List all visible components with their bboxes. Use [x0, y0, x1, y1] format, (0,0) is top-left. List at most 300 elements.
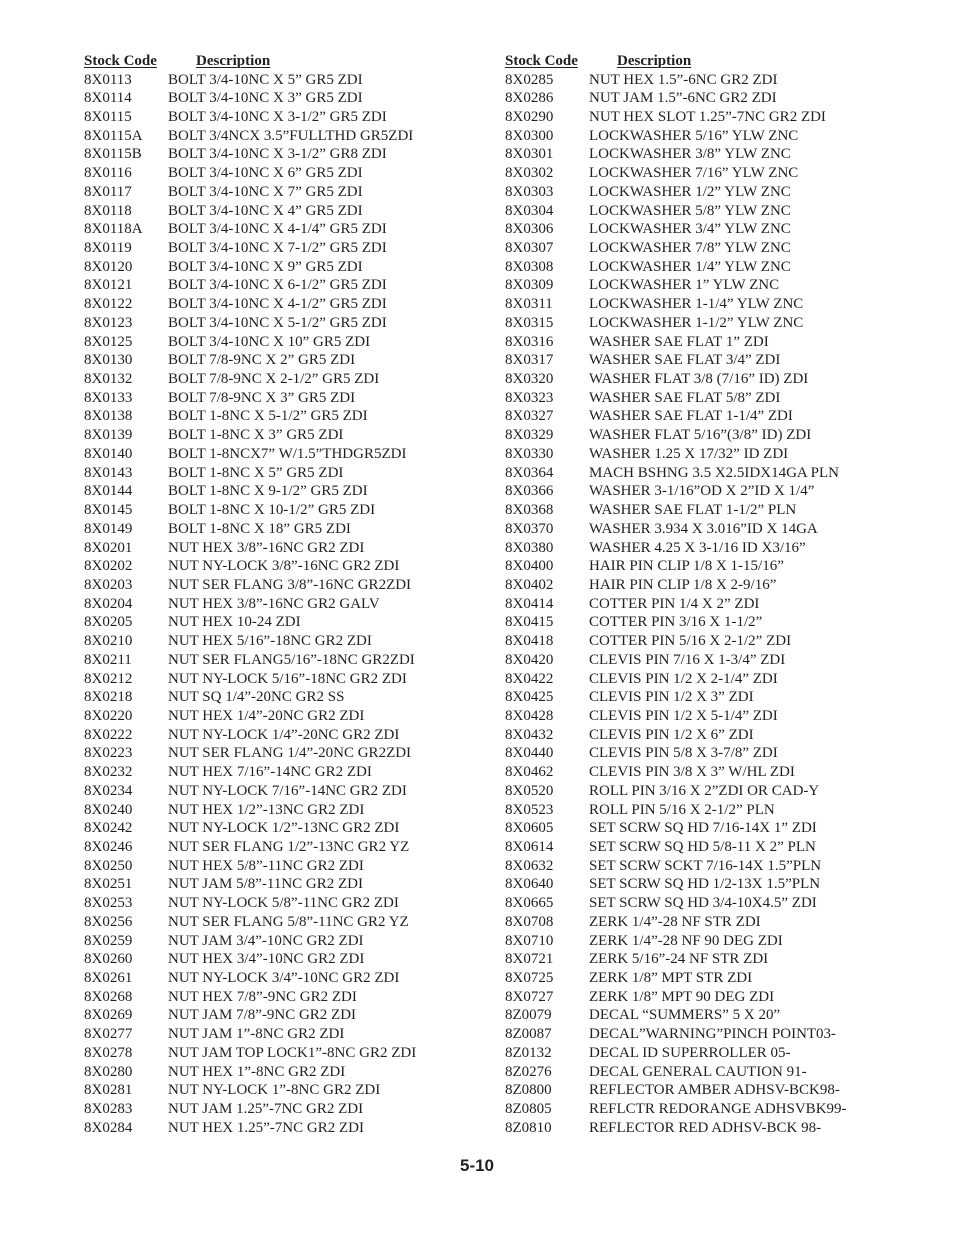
stock-code: 8X0253: [84, 895, 133, 912]
part-description: DECAL ID SUPERROLLER 05-: [589, 1044, 791, 1061]
stock-code: 8X0640: [505, 876, 554, 893]
stock-code: 8X0614: [505, 839, 554, 856]
part-description: LOCKWASHER 1/4” YLW ZNC: [589, 258, 791, 275]
stock-code: 8X0523: [505, 801, 554, 818]
stock-code-header: Stock Code: [84, 52, 157, 69]
part-row: [84, 351, 474, 370]
part-description: BOLT 3/4-10NC X 4-1/2” GR5 ZDI: [168, 296, 387, 313]
part-description: NUT NY-LOCK 1/2”-13NC GR2 ZDI: [168, 820, 400, 837]
stock-code: 8X0316: [505, 333, 554, 350]
stock-code: 8X0138: [84, 408, 133, 425]
part-description: WASHER 3-1/16”OD X 2”ID X 1/4”: [589, 483, 815, 500]
part-row: [505, 295, 905, 314]
stock-code: 8X0278: [84, 1044, 133, 1061]
part-row: [84, 501, 474, 520]
part-row: [505, 501, 905, 520]
part-row: [505, 314, 905, 333]
part-row: [505, 595, 905, 614]
part-row: [84, 426, 474, 445]
stock-code: 8X0277: [84, 1026, 133, 1043]
part-description: SET SCRW SQ HD 3/4-10X4.5” ZDI: [589, 895, 817, 912]
part-description: HAIR PIN CLIP 1/8 X 2-9/16”: [589, 576, 777, 593]
part-row: [505, 614, 905, 633]
part-description: BOLT 3/4-10NC X 7” GR5 ZDI: [168, 183, 363, 200]
part-row: [84, 1100, 474, 1119]
part-description: BOLT 3/4-10NC X 4” GR5 ZDI: [168, 202, 363, 219]
right-parts-list: [505, 71, 905, 1138]
part-row: [84, 483, 474, 502]
stock-code: 8X0125: [84, 333, 133, 350]
part-description: CLEVIS PIN 1/2 X 2-1/4” ZDI: [589, 670, 778, 687]
part-description: NUT SER FLANG 1/4”-20NC GR2ZDI: [168, 745, 412, 762]
stock-code: 8X0422: [505, 670, 554, 687]
part-description: REFLCTR REDORANGE ADHSVBK99-: [589, 1101, 847, 1118]
stock-code-header: Stock Code: [505, 52, 578, 69]
part-description: LOCKWASHER 1-1/2” YLW ZNC: [589, 314, 804, 331]
stock-code: 8X0211: [84, 651, 132, 668]
part-row: [505, 782, 905, 801]
part-description: NUT HEX 1.25”-7NC GR2 ZDI: [168, 1119, 364, 1136]
part-description: REFLECTOR RED ADHSV-BCK 98-: [589, 1119, 822, 1136]
part-description: BOLT 3/4-10NC X 10” GR5 ZDI: [168, 333, 371, 350]
stock-code: 8X0368: [505, 502, 554, 519]
stock-code: 8X0140: [84, 445, 133, 462]
part-row: [84, 950, 474, 969]
stock-code: 8X0242: [84, 820, 133, 837]
stock-code: 8X0327: [505, 408, 554, 425]
stock-code: 8X0116: [84, 165, 132, 182]
part-description: BOLT 1-8NC X 5” GR5 ZDI: [168, 464, 344, 481]
part-row: [84, 1007, 474, 1026]
stock-code: 8X0727: [505, 988, 554, 1005]
part-description: CLEVIS PIN 5/8 X 3-7/8” ZDI: [589, 745, 778, 762]
part-row: [505, 707, 905, 726]
stock-code: 8Z0079: [505, 1007, 552, 1024]
part-description: ZERK 1/8” MPT STR ZDI: [589, 970, 753, 987]
stock-code: 8X0307: [505, 240, 554, 257]
stock-code: 8X0251: [84, 876, 133, 893]
stock-code: 8Z0805: [505, 1101, 552, 1118]
stock-code: 8X0240: [84, 801, 133, 818]
part-row: [84, 389, 474, 408]
part-description: CLEVIS PIN 1/2 X 6” ZDI: [589, 726, 754, 743]
stock-code: 8X0415: [505, 614, 554, 631]
part-row: [505, 670, 905, 689]
part-row: [84, 277, 474, 296]
part-description: BOLT 3/4-10NC X 7-1/2” GR5 ZDI: [168, 240, 387, 257]
part-row: [84, 801, 474, 820]
part-description: BOLT 3/4-10NC X 3-1/2” GR5 ZDI: [168, 108, 387, 125]
stock-code: 8X0708: [505, 913, 554, 930]
stock-code: 8X0202: [84, 558, 133, 575]
part-description: ROLL PIN 3/16 X 2”ZDI OR CAD-Y: [589, 782, 820, 799]
part-description: BOLT 1-8NC X 5-1/2” GR5 ZDI: [168, 408, 368, 425]
stock-code: 8X0311: [505, 296, 553, 313]
stock-code: 8X0605: [505, 820, 554, 837]
part-row: [505, 333, 905, 352]
left-parts-list: [84, 71, 474, 1138]
part-description: BOLT 3/4-10NC X 4-1/4” GR5 ZDI: [168, 221, 387, 238]
part-description: LOCKWASHER 7/16” YLW ZNC: [589, 165, 799, 182]
stock-code: 8X0306: [505, 221, 554, 238]
stock-code: 8X0118: [84, 202, 132, 219]
part-description: NUT SER FLANG5/16”-18NC GR2ZDI: [168, 651, 415, 668]
part-row: [505, 819, 905, 838]
stock-code: 8X0380: [505, 539, 554, 556]
stock-code: 8X0118A: [84, 221, 143, 238]
part-row: [84, 595, 474, 614]
stock-code: 8X0119: [84, 240, 132, 257]
stock-code: 8X0139: [84, 427, 133, 444]
part-row: [84, 857, 474, 876]
part-description: WASHER SAE FLAT 1-1/2” PLN: [589, 502, 797, 519]
part-description: BOLT 3/4-10NC X 5-1/2” GR5 ZDI: [168, 314, 387, 331]
stock-code: 8X0122: [84, 296, 133, 313]
part-description: DECAL “SUMMERS” 5 X 20”: [589, 1007, 781, 1024]
part-description: SET SCRW SQ HD 1/2-13X 1.5”PLN: [589, 876, 821, 893]
stock-code: 8Z0810: [505, 1119, 552, 1136]
part-row: [84, 557, 474, 576]
part-description: BOLT 3/4-10NC X 3” GR5 ZDI: [168, 90, 363, 107]
stock-code: 8Z0132: [505, 1044, 552, 1061]
right-parts-column: [505, 52, 905, 1138]
stock-code: 8X0428: [505, 707, 554, 724]
part-description: HAIR PIN CLIP 1/8 X 1-15/16”: [589, 558, 784, 575]
part-row: [84, 1063, 474, 1082]
stock-code: 8X0113: [84, 71, 132, 88]
part-description: LOCKWASHER 1/2” YLW ZNC: [589, 183, 791, 200]
part-row: [505, 445, 905, 464]
part-description: NUT NY-LOCK 1”-8NC GR2 ZDI: [168, 1082, 381, 1099]
part-row: [84, 576, 474, 595]
part-row: [84, 876, 474, 895]
part-description: CLEVIS PIN 1/2 X 3” ZDI: [589, 689, 754, 706]
part-description: NUT JAM 1”-8NC GR2 ZDI: [168, 1026, 345, 1043]
part-row: [84, 239, 474, 258]
part-row: [505, 539, 905, 558]
stock-code: 8X0283: [84, 1101, 133, 1118]
part-row: [505, 763, 905, 782]
part-row: [505, 857, 905, 876]
part-row: [505, 277, 905, 296]
part-row: [505, 164, 905, 183]
part-description: CLEVIS PIN 1/2 X 5-1/4” ZDI: [589, 707, 778, 724]
part-description: WASHER 3.934 X 3.016”ID X 14GA: [589, 520, 818, 537]
stock-code: 8X0260: [84, 951, 133, 968]
description-header-cell: [196, 53, 270, 70]
part-row: [84, 988, 474, 1007]
part-description: BOLT 7/8-9NC X 2” GR5 ZDI: [168, 352, 356, 369]
stock-code: 8X0280: [84, 1063, 133, 1080]
part-row: [505, 988, 905, 1007]
part-row: [84, 370, 474, 389]
stock-code: 8X0462: [505, 764, 554, 781]
part-row: [84, 1082, 474, 1101]
stock-code: 8X0123: [84, 314, 133, 331]
part-description: ZERK 1/4”-28 NF STR ZDI: [589, 913, 761, 930]
part-description: NUT JAM 1.5”-6NC GR2 ZDI: [589, 90, 777, 107]
part-row: [84, 164, 474, 183]
part-row: [505, 408, 905, 427]
part-row: [84, 614, 474, 633]
part-description: NUT HEX 1.5”-6NC GR2 ZDI: [589, 71, 778, 88]
part-row: [505, 370, 905, 389]
part-row: [84, 726, 474, 745]
part-description: NUT JAM 5/8”-11NC GR2 ZDI: [168, 876, 363, 893]
part-description: NUT JAM 1.25”-7NC GR2 ZDI: [168, 1101, 364, 1118]
part-row: [84, 819, 474, 838]
part-description: LOCKWASHER 1-1/4” YLW ZNC: [589, 296, 804, 313]
part-description: BOLT 3/4-10NC X 5” GR5 ZDI: [168, 71, 363, 88]
stock-code: 8X0269: [84, 1007, 133, 1024]
part-description: NUT HEX 3/8”-16NC GR2 GALV: [168, 595, 380, 612]
part-description: COTTER PIN 1/4 X 2” ZDI: [589, 595, 760, 612]
stock-code: 8X0315: [505, 314, 554, 331]
stock-code: 8Z0276: [505, 1063, 552, 1080]
stock-code: 8Z0087: [505, 1026, 552, 1043]
part-row: [505, 651, 905, 670]
part-row: [505, 239, 905, 258]
stock-code: 8X0132: [84, 371, 133, 388]
part-row: [505, 483, 905, 502]
stock-code: 8X0117: [84, 183, 132, 200]
part-description: NUT SER FLANG 5/8”-11NC GR2 YZ: [168, 913, 409, 930]
part-row: [505, 1063, 905, 1082]
part-description: NUT JAM 7/8”-9NC GR2 ZDI: [168, 1007, 357, 1024]
part-row: [84, 707, 474, 726]
stock-code: 8X0115B: [84, 146, 142, 163]
part-row: [84, 408, 474, 427]
description-header-cell: [617, 53, 691, 70]
stock-code: 8X0114: [84, 90, 132, 107]
part-description: SET SCRW SQ HD 7/16-14X 1” ZDI: [589, 820, 817, 837]
part-row: [505, 220, 905, 239]
stock-code: 8X0330: [505, 445, 554, 462]
stock-code: 8X0210: [84, 633, 133, 650]
part-row: [505, 1044, 905, 1063]
part-description: WASHER FLAT 3/8 (7/16” ID) ZDI: [589, 371, 809, 388]
stock-code-header-cell: [505, 53, 617, 70]
part-row: [84, 71, 474, 90]
part-row: [505, 1100, 905, 1119]
stock-code: 8X0632: [505, 857, 554, 874]
stock-code: 8X0281: [84, 1082, 133, 1099]
stock-code: 8X0329: [505, 427, 554, 444]
stock-code: 8X0234: [84, 782, 133, 799]
stock-code: 8X0302: [505, 165, 554, 182]
part-row: [505, 108, 905, 127]
stock-code: 8X0400: [505, 558, 554, 575]
part-description: LOCKWASHER 3/4” YLW ZNC: [589, 221, 791, 238]
stock-code: 8X0250: [84, 857, 133, 874]
stock-code: 8X0286: [505, 90, 554, 107]
part-description: WASHER SAE FLAT 5/8” ZDI: [589, 389, 781, 406]
part-row: [505, 258, 905, 277]
part-row: [84, 258, 474, 277]
part-row: [505, 1007, 905, 1026]
part-description: ZERK 5/16”-24 NF STR ZDI: [589, 951, 769, 968]
part-row: [84, 539, 474, 558]
part-description: NUT HEX 1”-8NC GR2 ZDI: [168, 1063, 346, 1080]
left-parts-column: [84, 52, 474, 1138]
stock-code: 8X0222: [84, 726, 133, 743]
stock-code: 8X0710: [505, 932, 554, 949]
stock-code: 8X0725: [505, 970, 554, 987]
stock-code: 8X0418: [505, 633, 554, 650]
part-row: [505, 1119, 905, 1138]
stock-code: 8X0205: [84, 614, 133, 631]
part-row: [505, 894, 905, 913]
part-row: [84, 1025, 474, 1044]
part-row: [84, 1044, 474, 1063]
right-column-header: [505, 52, 905, 71]
part-row: [84, 913, 474, 932]
part-row: [84, 314, 474, 333]
stock-code: 8X0425: [505, 689, 554, 706]
part-description: CLEVIS PIN 7/16 X 1-3/4” ZDI: [589, 651, 786, 668]
part-description: BOLT 1-8NC X 18” GR5 ZDI: [168, 520, 351, 537]
part-description: BOLT 3/4-10NC X 9” GR5 ZDI: [168, 258, 363, 275]
part-description: NUT HEX 3/4”-10NC GR2 ZDI: [168, 951, 365, 968]
part-description: NUT NY-LOCK 3/4”-10NC GR2 ZDI: [168, 970, 400, 987]
stock-code: 8X0143: [84, 464, 133, 481]
stock-code: 8X0149: [84, 520, 133, 537]
page-number: 5-10: [459, 1156, 495, 1175]
part-description: WASHER 4.25 X 3-1/16 ID X3/16”: [589, 539, 806, 556]
part-description: WASHER FLAT 5/16”(3/8” ID) ZDI: [589, 427, 812, 444]
part-description: WASHER SAE FLAT 1” ZDI: [589, 333, 769, 350]
part-description: NUT HEX 7/8”-9NC GR2 ZDI: [168, 988, 357, 1005]
part-row: [505, 426, 905, 445]
stock-code: 8X0420: [505, 651, 554, 668]
part-description: NUT SQ 1/4”-20NC GR2 SS: [168, 689, 345, 706]
part-description: MACH BSHNG 3.5 X2.5IDX14GA PLN: [589, 464, 840, 481]
stock-code: 8X0204: [84, 595, 133, 612]
part-description: ZERK 1/8” MPT 90 DEG ZDI: [589, 988, 775, 1005]
description-header: Description: [617, 52, 692, 69]
part-row: [505, 89, 905, 108]
part-description: WASHER SAE FLAT 3/4” ZDI: [589, 352, 781, 369]
part-row: [84, 108, 474, 127]
stock-code: 8X0130: [84, 352, 133, 369]
part-row: [84, 445, 474, 464]
part-row: [505, 838, 905, 857]
part-description: WASHER SAE FLAT 1-1/4” ZDI: [589, 408, 793, 425]
part-row: [84, 464, 474, 483]
part-description: LOCKWASHER 3/8” YLW ZNC: [589, 146, 791, 163]
part-description: SET SCRW SCKT 7/16-14X 1.5”PLN: [589, 857, 822, 874]
part-description: LOCKWASHER 5/16” YLW ZNC: [589, 127, 799, 144]
stock-code-header-cell: [84, 53, 196, 70]
stock-code: 8X0115: [84, 108, 132, 125]
stock-code: 8X0308: [505, 258, 554, 275]
stock-code: 8X0290: [505, 108, 554, 125]
stock-code: 8X0256: [84, 913, 133, 930]
part-row: [505, 389, 905, 408]
stock-code: 8X0232: [84, 764, 133, 781]
part-description: REFLECTOR AMBER ADHSV-BCK98-: [589, 1082, 840, 1099]
part-row: [84, 670, 474, 689]
part-row: [505, 688, 905, 707]
part-description: NUT JAM 3/4”-10NC GR2 ZDI: [168, 932, 364, 949]
stock-code: 8X0203: [84, 576, 133, 593]
part-description: NUT NY-LOCK 7/16”-14NC GR2 ZDI: [168, 782, 407, 799]
part-description: BOLT 3/4-10NC X 6-1/2” GR5 ZDI: [168, 277, 387, 294]
part-description: NUT JAM TOP LOCK1”-8NC GR2 ZDI: [168, 1044, 417, 1061]
left-column-header: [84, 52, 474, 71]
part-row: [84, 969, 474, 988]
part-row: [505, 1082, 905, 1101]
part-row: [84, 894, 474, 913]
part-row: [505, 632, 905, 651]
part-description: ROLL PIN 5/16 X 2-1/2” PLN: [589, 801, 775, 818]
stock-code: 8Z0800: [505, 1082, 552, 1099]
stock-code: 8X0301: [505, 146, 554, 163]
part-description: NUT HEX 5/8”-11NC GR2 ZDI: [168, 857, 364, 874]
part-description: BOLT 1-8NCX7” W/1.5”THDGR5ZDI: [168, 445, 407, 462]
stock-code: 8X0120: [84, 258, 133, 275]
part-row: [505, 913, 905, 932]
stock-code: 8X0370: [505, 520, 554, 537]
part-row: [84, 220, 474, 239]
part-row: [505, 71, 905, 90]
part-description: NUT NY-LOCK 5/8”-11NC GR2 ZDI: [168, 895, 399, 912]
part-description: WASHER 1.25 X 17/32” ID ZDI: [589, 445, 789, 462]
part-row: [84, 745, 474, 764]
part-row: [505, 950, 905, 969]
part-description: NUT HEX 7/16”-14NC GR2 ZDI: [168, 764, 372, 781]
part-row: [505, 183, 905, 202]
stock-code: 8X0320: [505, 371, 554, 388]
stock-code: 8X0317: [505, 352, 554, 369]
part-row: [84, 1119, 474, 1138]
part-row: [505, 801, 905, 820]
part-description: NUT HEX 10-24 ZDI: [168, 614, 301, 631]
part-row: [505, 351, 905, 370]
part-description: NUT SER FLANG 3/8”-16NC GR2ZDI: [168, 576, 412, 593]
part-description: COTTER PIN 5/16 X 2-1/2” ZDI: [589, 633, 792, 650]
stock-code: 8X0432: [505, 726, 554, 743]
part-description: NUT NY-LOCK 3/8”-16NC GR2 ZDI: [168, 558, 400, 575]
part-description: NUT HEX 3/8”-16NC GR2 ZDI: [168, 539, 365, 556]
stock-code: 8X0121: [84, 277, 133, 294]
part-row: [84, 89, 474, 108]
part-row: [505, 932, 905, 951]
part-row: [84, 782, 474, 801]
part-row: [84, 202, 474, 221]
part-row: [505, 202, 905, 221]
part-description: BOLT 1-8NC X 3” GR5 ZDI: [168, 427, 344, 444]
part-row: [505, 1025, 905, 1044]
part-row: [84, 688, 474, 707]
stock-code: 8X0364: [505, 464, 554, 481]
stock-code: 8X0323: [505, 389, 554, 406]
part-description: NUT HEX 1/4”-20NC GR2 ZDI: [168, 707, 365, 724]
part-description: BOLT 3/4NCX 3.5”FULLTHD GR5ZDI: [168, 127, 414, 144]
part-description: NUT HEX 5/16”-18NC GR2 ZDI: [168, 633, 372, 650]
part-description: ZERK 1/4”-28 NF 90 DEG ZDI: [589, 932, 783, 949]
part-row: [505, 520, 905, 539]
stock-code: 8X0261: [84, 970, 133, 987]
description-header: Description: [196, 52, 271, 69]
part-row: [84, 763, 474, 782]
part-row: [505, 726, 905, 745]
stock-code: 8X0218: [84, 689, 133, 706]
stock-code: 8X0259: [84, 932, 133, 949]
stock-code: 8X0268: [84, 988, 133, 1005]
stock-code: 8X0665: [505, 895, 554, 912]
part-description: NUT NY-LOCK 5/16”-18NC GR2 ZDI: [168, 670, 407, 687]
